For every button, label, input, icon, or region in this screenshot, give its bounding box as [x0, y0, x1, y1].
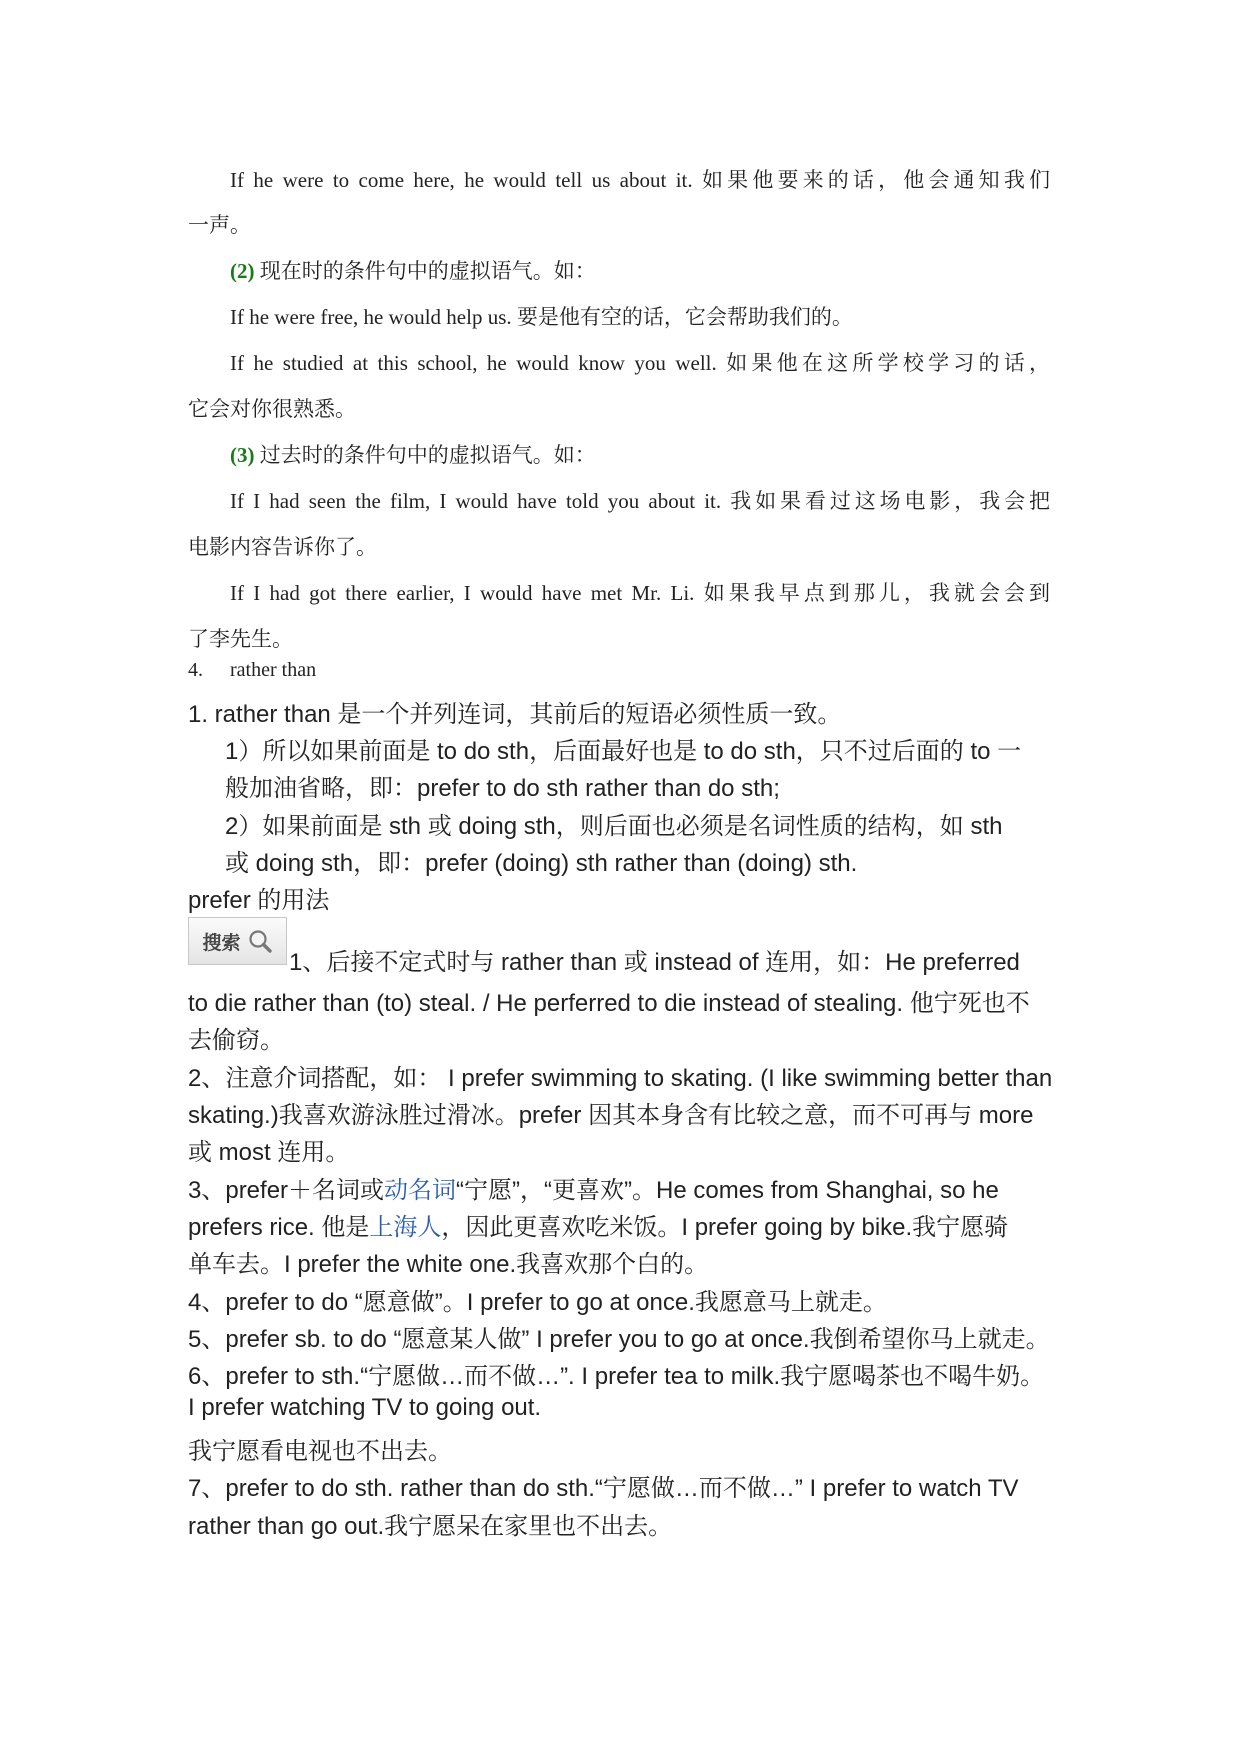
usage-1-cont: to die rather than (to) steal. / He perferred to die instead of stealing. 他宁死也不	[188, 990, 1030, 1017]
usage-3-suffix: “宁愿”，“更喜欢”。He comes from Shanghai, so he	[456, 1177, 999, 1204]
search-button-label: 搜索	[202, 931, 241, 954]
example-sentence-5: If I had got there earlier, I would have met Mr. Li. 如果我早点到那儿，我就会会到	[230, 581, 1050, 605]
gerund-link[interactable]: 动名词	[384, 1177, 457, 1204]
usage-7: 7、prefer to do sth. rather than do sth.“宁愿做…而不做…” I prefer to watch TV	[188, 1475, 1019, 1502]
usage-3-cont-2: 单车去。I prefer the white one.我喜欢那个白的。	[188, 1251, 709, 1278]
usage-2-cont-2: 或 most 连用。	[188, 1139, 350, 1166]
usage-2-cont: skating.)我喜欢游泳胜过滑冰。prefer 因其本身含有比较之意，而不可再与 more	[188, 1102, 1034, 1129]
usage-5: 5、prefer sb. to do “愿意某人做” I prefer you to go at once.我倒希望你马上就走。	[188, 1326, 1050, 1353]
usage-2: 2、注意介词搭配，如： I prefer swimming to skating. (I like swimming better than	[188, 1065, 1053, 1092]
usage-3-prefix: 3、prefer＋名词或	[188, 1177, 385, 1204]
example-sentence-3-cont: 它会对你很熟悉。	[188, 397, 356, 421]
example-sentence-4-cont: 电影内容告诉你了。	[188, 535, 377, 559]
item-2-number: (2)	[230, 259, 255, 283]
item-3-heading	[230, 439, 596, 469]
rule-1-b: 2）如果前面是 sth 或 doing sth，则后面也必须是名词性质的结构，如 sth	[225, 813, 1003, 840]
example-sentence-1: If he were to come here, he would tell us about it. 如果他要来的话，他会通知我们	[230, 168, 1050, 192]
usage-3-cont-prefix: prefers rice. 他是	[188, 1214, 370, 1241]
section-heading-rather-than	[188, 659, 316, 682]
rule-1: 1. rather than 是一个并列连词，其前后的短语必须性质一致。	[188, 701, 842, 728]
prefer-usage-title: prefer 的用法	[188, 887, 330, 914]
item-3-text: 过去时的条件句中的虚拟语气。如：	[259, 443, 596, 467]
usage-1-cont-2: 去偷窃。	[188, 1027, 284, 1054]
item-3-number: (3)	[230, 443, 255, 467]
example-sentence-1-cont: 一声。	[188, 213, 251, 237]
usage-3-cont	[188, 1207, 1008, 1242]
usage-4: 4、prefer to do “愿意做”。I prefer to go at once.我愿意马上就走。	[188, 1289, 887, 1316]
rule-1-a-cont: 般加油省略，即：prefer to do sth rather than do sth;	[225, 775, 780, 802]
item-2-heading	[230, 255, 596, 285]
example-sentence-3: If he studied at this school, he would know you well. 如果他在这所学校学习的话，	[230, 351, 1050, 375]
example-sentence-2: If he were free, he would help us. 要是他有空的话，它会帮助我们的。	[230, 305, 853, 329]
rule-1-b-cont: 或 doing sth，即：prefer (doing) sth rather than (doing) sth.	[225, 850, 858, 877]
usage-3-cont-suffix: ，因此更喜欢吃米饭。I prefer going by bike.我宁愿骑	[441, 1214, 1009, 1241]
section-number: 4.	[188, 659, 203, 681]
search-icon	[247, 928, 273, 954]
example-sentence-5-cont: 了李先生。	[188, 627, 293, 651]
usage-3	[188, 1170, 999, 1205]
usage-6-cont-2: 我宁愿看电视也不出去。	[188, 1438, 452, 1465]
rule-1-a: 1）所以如果前面是 to do sth，后面最好也是 to do sth，只不过后面的 to 一	[225, 738, 1022, 765]
item-2-text: 现在时的条件句中的虚拟语气。如：	[259, 259, 596, 283]
usage-6: 6、prefer to sth.“宁愿做…而不做…”. I prefer tea to milk.我宁愿喝茶也不喝牛奶。	[188, 1363, 1045, 1390]
shanghai-person-link[interactable]: 上海人	[369, 1214, 442, 1241]
usage-1: 1、后接不定式时与 rather than 或 instead of 连用，如：He preferred	[289, 949, 1020, 976]
section-title: rather than	[230, 659, 317, 681]
usage-6-cont: I prefer watching TV to going out.	[188, 1394, 542, 1421]
search-button[interactable]	[188, 917, 287, 965]
usage-7-cont: rather than go out.我宁愿呆在家里也不出去。	[188, 1513, 673, 1540]
example-sentence-4: If I had seen the film, I would have told you about it. 我如果看过这场电影，我会把	[230, 489, 1050, 513]
